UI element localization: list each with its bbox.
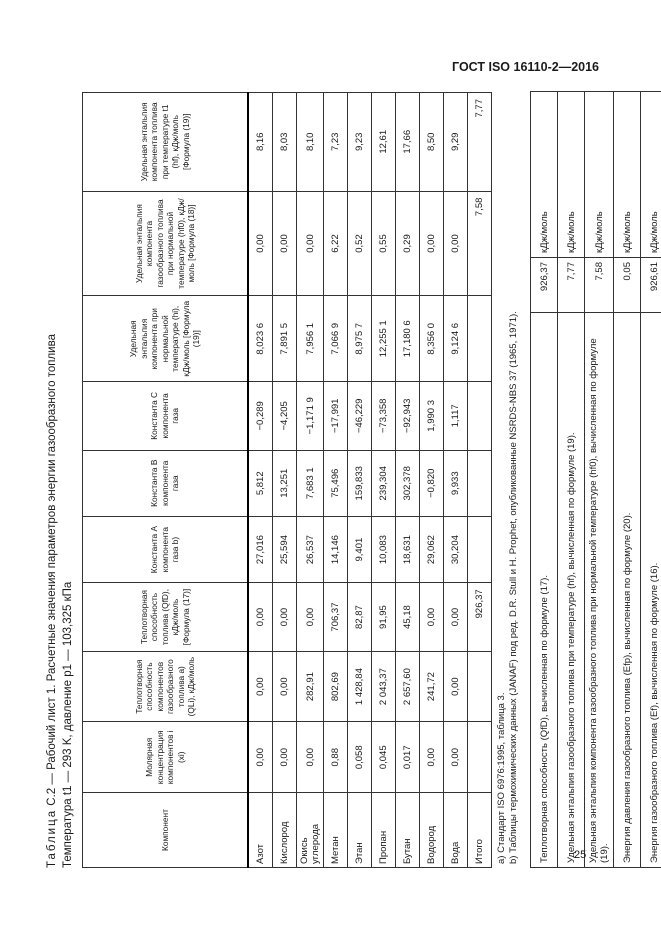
conditions-line: Температура t1 — 293 K, давление p1 — 103,325 кПа [62, 581, 74, 868]
table-cell: −92,943 [396, 382, 420, 451]
summary-label: Энергия давления газообразного топлива (Efp), вычисленная по формуле (20). [614, 313, 641, 868]
table-cell: 8,975 7 [348, 296, 372, 382]
table-cell: 7,891 5 [273, 296, 297, 382]
column-header: Константа С компонента газа [83, 382, 249, 451]
table-cell: −17,991 [324, 382, 348, 451]
table-cell: 18,631 [396, 516, 420, 582]
summary-label: Теплотворная способность (QfD), вычисленная по формуле (17). [531, 313, 558, 868]
summary-row [558, 92, 585, 868]
table-row [396, 93, 420, 868]
table-cell [468, 651, 492, 722]
table-cell: 25,594 [273, 516, 297, 582]
table-cell: 29,062 [420, 516, 444, 582]
table-cell [468, 382, 492, 451]
column-header: Удельная энтальпия компонента газообразного топлива при нормальной температуре (hf0), кДж/моль [Формула (18)] [83, 191, 249, 296]
component-name-cell: Пропан [372, 793, 396, 868]
table-cell: 0,00 [420, 583, 444, 652]
summary-row [531, 92, 558, 868]
table-cell: 0,00 [420, 191, 444, 296]
component-name-cell: Окись углерода [297, 793, 324, 868]
column-header: Молярная концентрация компонентов i (xi) [83, 722, 249, 793]
footnote-a: а) Стандарт ISO 6976:1995, таблица 3. [496, 692, 507, 864]
worksheet-table [82, 92, 492, 868]
caption-title: С.2 — Рабочий лист 1. Расчетные значения параметров энергии газообразного топлива [46, 334, 58, 806]
table-cell: 12,255 1 [372, 296, 396, 382]
table-cell: 1,990 3 [420, 382, 444, 451]
table-row [324, 93, 348, 868]
table-cell: 302,378 [396, 450, 420, 516]
summary-value: 7,77 [558, 258, 585, 313]
rotated-content [40, 88, 660, 868]
table-cell: 10,083 [372, 516, 396, 582]
summary-table [530, 91, 661, 868]
table-caption [44, 88, 60, 868]
table-row [444, 93, 468, 868]
component-name-cell: Азот [248, 793, 273, 868]
page-number: 25 [574, 849, 587, 861]
table-cell: 5,812 [248, 450, 273, 516]
table-cell: 8,10 [297, 93, 324, 192]
summary-row [641, 92, 661, 868]
table-cell: 8,16 [248, 93, 273, 192]
table-cell: 9,401 [348, 516, 372, 582]
table-cell: 0,00 [273, 651, 297, 722]
component-name-cell: Бутан [396, 793, 420, 868]
table-cell [468, 516, 492, 582]
column-header: Удельная энтальпия компонента при нормальной температуре (hi), кДж/моль [Формула (19)] [83, 296, 249, 382]
table-cell: 0,29 [396, 191, 420, 296]
summary-unit: кДж/моль [585, 92, 614, 258]
table-cell: 2 043,37 [372, 651, 396, 722]
table-cell: 241,72 [420, 651, 444, 722]
table-cell: 12,61 [372, 93, 396, 192]
summary-unit: кДж/моль [641, 92, 661, 258]
table-cell: 8,03 [273, 93, 297, 192]
table-cell: 6,22 [324, 191, 348, 296]
table-cell: 0,00 [444, 651, 468, 722]
table-cell: 45,18 [396, 583, 420, 652]
table-cell: −73,358 [372, 382, 396, 451]
component-name-cell: Итого [468, 793, 492, 868]
table-cell [468, 296, 492, 382]
table-cell: 0,52 [348, 191, 372, 296]
column-header: Удельная энтальпия компонента топлива при температуре t1 (hf), кДж/моль [Формула (19)] [83, 93, 249, 192]
table-cell: 0,00 [248, 651, 273, 722]
table-cell: 1 428,84 [348, 651, 372, 722]
table-cell: 27,016 [248, 516, 273, 582]
column-header: Теплотворная способность компонентов газообразного топлива а) (QLi), кДж/моль [83, 651, 249, 722]
table-cell: 9,124 6 [444, 296, 468, 382]
table-cell: −0,289 [248, 382, 273, 451]
column-header: Константа А компонента газа b) [83, 516, 249, 582]
table-cell: 282,91 [297, 651, 324, 722]
summary-row [614, 92, 641, 868]
table-cell: 30,204 [444, 516, 468, 582]
table-row [348, 93, 372, 868]
table-row [468, 93, 492, 868]
table-cell: 0,017 [396, 722, 420, 793]
table-cell: 0,00 [248, 191, 273, 296]
table-cell: 0,00 [273, 583, 297, 652]
table-cell: 13,251 [273, 450, 297, 516]
table-cell: 17,66 [396, 93, 420, 192]
component-name-cell: Кислород [273, 793, 297, 868]
table-cell: 14,146 [324, 516, 348, 582]
table-cell: 7,77 [468, 93, 492, 192]
table-header-row [83, 93, 249, 868]
column-header: Компонент [83, 793, 249, 868]
table-cell: 9,29 [444, 93, 468, 192]
table-cell: 8,356 0 [420, 296, 444, 382]
table-cell: 239,304 [372, 450, 396, 516]
table-cell: 0,00 [444, 722, 468, 793]
table-row [248, 93, 273, 868]
table-cell: 159,833 [348, 450, 372, 516]
table-cell: 7,683 1 [297, 450, 324, 516]
table-cell: 926,37 [468, 583, 492, 652]
summary-unit: кДж/моль [614, 92, 641, 258]
table-cell: 17,180 6 [396, 296, 420, 382]
footnote-b: b) Таблицы термохимических данных (JANAF) под ред. D.R. Stull и H. Prophet, опубликованные NSRDS-NBS 37 (1965, 1971). [508, 311, 519, 864]
summary-label: Энергия газообразного топлива (Ef), вычисленная по формуле (16). [641, 313, 661, 868]
table-row [372, 93, 396, 868]
table-cell: 82,87 [348, 583, 372, 652]
table-cell: 7,58 [468, 191, 492, 296]
summary-label: Удельная энтальпия газообразного топлива при температуре (hf), вычисленная по формуле (19). [558, 313, 585, 868]
column-header: Константа В компонента газа [83, 450, 249, 516]
caption-label: Таблица [46, 808, 58, 868]
summary-row [585, 92, 614, 868]
component-name-cell: Вода [444, 793, 468, 868]
table-cell: 0,00 [273, 191, 297, 296]
table-cell: 706,37 [324, 583, 348, 652]
table-cell [468, 722, 492, 793]
component-name-cell: Метан [324, 793, 348, 868]
table-cell: 2 657,60 [396, 651, 420, 722]
table-cell: −46,229 [348, 382, 372, 451]
table-row [420, 93, 444, 868]
table-cell: 75,496 [324, 450, 348, 516]
table-cell: 0,00 [420, 722, 444, 793]
standard-header: ГОСТ ISO 16110-2—2016 [452, 60, 599, 74]
table-row [273, 93, 297, 868]
table-cell: 7,066 9 [324, 296, 348, 382]
table-cell: 9,933 [444, 450, 468, 516]
table-cell: 7,956 1 [297, 296, 324, 382]
table-cell: 0,058 [348, 722, 372, 793]
table-cell: 0,00 [444, 583, 468, 652]
summary-unit: кДж/моль [531, 92, 558, 258]
summary-unit: кДж/моль [558, 92, 585, 258]
table-cell: 0,045 [372, 722, 396, 793]
table-cell: 0,00 [248, 583, 273, 652]
table-cell: 0,88 [324, 722, 348, 793]
table-cell: 26,537 [297, 516, 324, 582]
table-cell: −0,820 [420, 450, 444, 516]
table-cell: −1,171 9 [297, 382, 324, 451]
table-cell: −4,205 [273, 382, 297, 451]
column-header: Теплотворная способность топлива (QfD), кДж/моль [Формула (17)] [83, 583, 249, 652]
table-cell: 8,50 [420, 93, 444, 192]
summary-label: Удельная энтальпия компонента газообразного топлива при нормальной температуре (hf0), вычисленная по формуле (19). [585, 313, 614, 868]
table-cell: 0,00 [273, 722, 297, 793]
table-cell: 8,023 6 [248, 296, 273, 382]
table-cell: 0,00 [297, 191, 324, 296]
summary-value: 926,61 [641, 258, 661, 313]
component-name-cell: Водород [420, 793, 444, 868]
table-cell: 0,00 [297, 583, 324, 652]
table-cell: 0,00 [248, 722, 273, 793]
table-notes [496, 88, 520, 868]
component-name-cell: Этан [348, 793, 372, 868]
table-cell: 0,00 [444, 191, 468, 296]
summary-value: 926,37 [531, 258, 558, 313]
table-row [297, 93, 324, 868]
summary-value: 7,58 [585, 258, 614, 313]
table-cell: 802,69 [324, 651, 348, 722]
table-cell: 7,23 [324, 93, 348, 192]
table-cell: 0,00 [297, 722, 324, 793]
summary-value: 0,05 [614, 258, 641, 313]
table-cell: 9,23 [348, 93, 372, 192]
table-cell: 0,55 [372, 191, 396, 296]
table-cell: 1,117 [444, 382, 468, 451]
table-cell: 91,95 [372, 583, 396, 652]
table-cell [468, 450, 492, 516]
